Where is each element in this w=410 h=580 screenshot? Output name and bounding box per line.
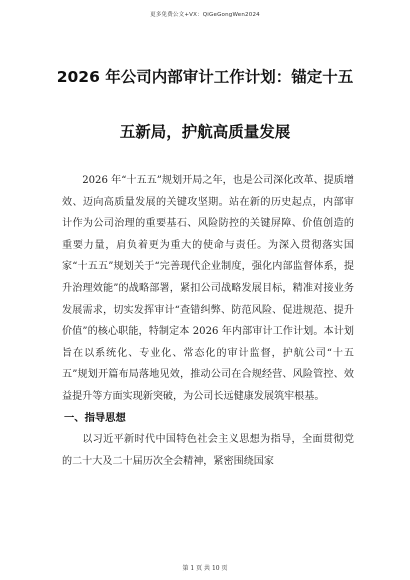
document-body [62,170,354,472]
document-title-line-2: 五新局，护航高质量发展 [119,123,291,141]
header-promo-note: 更多免费公文+VX：QiGeGongWen2024 [150,12,260,18]
page-number-footer: 第 1 页 共 10 页 [182,565,228,572]
section-paragraph-guiding-ideology: 以习近平新时代中国特色社会主义思想为指导，全面贯彻党的二十大及二十届历次全会精神，紧密围绕国家 [62,434,354,467]
document-title-line-1: 2026 年公司内部审计工作计划：锚定十五 [56,68,354,86]
intro-paragraph: 2026 年“十五五”规划开局之年，也是公司深化改革、提质增效、迈向高质量发展的关键攻坚期。站在新的历史起点，内部审计作为公司治理的重要基石、风险防控的关键屏障、价值创造的重要力量，肩负着更为重大的使命与责任。为深入贯彻落实国家“十五五”规划关于“完善现代企业制度，强化内部监督体系，提升治理效能”的战略部署，紧扣公司战略发展目标，精准对接业务发展需求，切实发挥审计“查错纠弊、防范风险、促进规范、提升价值”的核心职能，特制定本 2026 年内部审计工作计划。本计划旨在以系统化、专业化、常态化的审计监督，护航公司“十五五”规划开篇布局落地见效，推动公司在合规经营、风险管控、效益提升等方面实现新突破，为公司长远健康发展筑牢根基。 [62,175,354,402]
section-heading-guiding-ideology: 一、指导思想 [64,411,126,424]
